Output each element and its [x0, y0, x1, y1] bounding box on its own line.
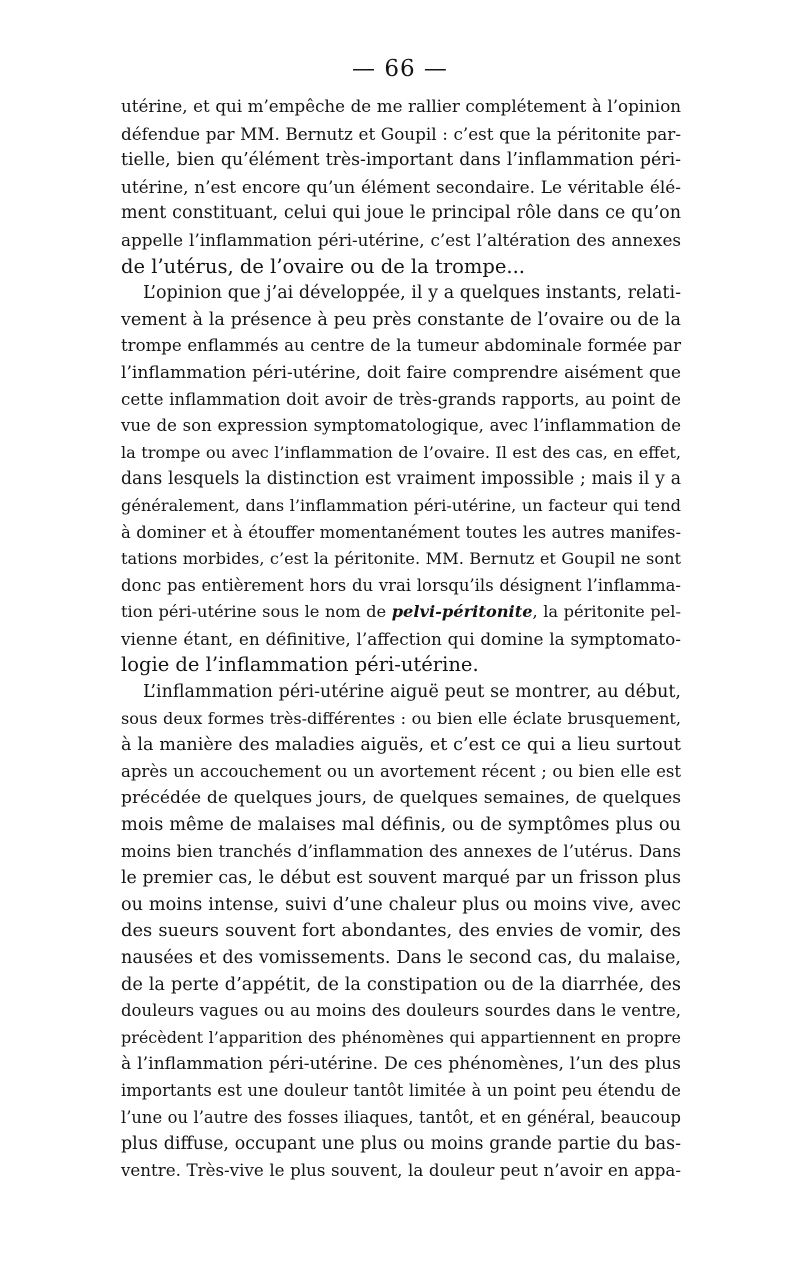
text-line: la trompe ou avec l’inflammation de l’ovaire. Il est des cas, en effet, [121, 442, 681, 462]
text-line: ventre. Très-vive le plus souvent, la douleur peut n’avoir en appa- [121, 1160, 681, 1180]
text-line: douleurs vagues ou au moins des douleurs sourdes dans le ventre, [121, 1001, 681, 1021]
text-line: dans lesquels la distinction est vraiment impossible ; mais il y a [121, 469, 681, 490]
text-line: vienne étant, en définitive, l’affection qui domine la symptomato- [121, 628, 681, 649]
text-line: défendue par MM. Bernutz et Goupil : c’est que la péritonite par- [121, 123, 681, 144]
text-line: nausées et des vomissements. Dans le second cas, du malaise, [121, 948, 681, 968]
text-line: le premier cas, le début est souvent marqué par un frisson plus [121, 868, 681, 889]
text-line: vue de son expression symptomatologique, avec l’inflammation de [121, 416, 681, 436]
text-line: tations morbides, c’est la péritonite. MM. Bernutz et Goupil ne sont [121, 549, 681, 569]
text-line: vement à la présence à peu près constante de l’ovaire ou de la [121, 309, 681, 330]
text-line: précédée de quelques jours, de quelques semaines, de quelques [121, 788, 681, 809]
text-line: plus diffuse, occupant une plus ou moins grande partie du bas- [121, 1134, 681, 1155]
text-line: ment constituant, celui qui joue le principal rôle dans ce qu’on [121, 203, 681, 224]
text-line: appelle l’inflammation péri-utérine, c’est l’altération des annexes [121, 229, 681, 250]
text-line: de la perte d’appétit, de la constipation ou de la diarrhée, des [121, 974, 681, 995]
body-text [121, 94, 681, 1184]
text-line: moins bien tranchés d’inflammation des annexes de l’utérus. Dans [121, 841, 681, 861]
text-line: logie de l’inflammation péri-utérine. [121, 653, 479, 677]
text-segment: tion péri-utérine sous le nom de [121, 602, 392, 622]
text-line: après un accouchement ou un avortement récent ; ou bien elle est [121, 761, 681, 781]
text-line: généralement, dans l’inflammation péri-utérine, un facteur qui tend [121, 495, 681, 515]
text-line: de l’utérus, de l’ovaire ou de la trompe... [121, 254, 525, 278]
text-line: mois même de malaises mal définis, ou de symptômes plus ou [121, 815, 681, 836]
text-line: à l’inflammation péri-utérine. De ces phénomènes, l’un des plus [121, 1054, 681, 1075]
text-line: donc pas entièrement hors du vrai lorsqu’ils désignent l’inflamma- [121, 575, 681, 595]
text-line: des sueurs souvent fort abondantes, des envies de vomir, des [121, 920, 681, 942]
text-line: l’inflammation péri-utérine, doit faire comprendre aisément que [121, 362, 681, 383]
text-segment: , la péritonite pel- [532, 602, 681, 622]
text-line: ou moins intense, suivi d’une chaleur plus ou moins vive, avec [121, 894, 681, 915]
text-line: à dominer et à étouffer momentanément toutes les autres manifes- [121, 522, 681, 542]
paragraph-start-line: L’inflammation péri-utérine aiguë peut se montrer, au début, [143, 682, 681, 703]
emphasized-term: pelvi-péritonite [391, 602, 533, 622]
text-line-with-emphasis [121, 599, 681, 626]
page-number: — 66 — [352, 56, 448, 82]
text-line: importants est une douleur tantôt limitée à un point peu étendu de [121, 1080, 681, 1100]
text-line: l’une ou l’autre des fosses iliaques, tantôt, et en général, beaucoup [121, 1107, 681, 1127]
text-line: à la manière des maladies aiguës, et c’est ce qui a lieu surtout [121, 735, 681, 756]
text-line: trompe enflammés au centre de la tumeur abdominale formée par [121, 336, 681, 356]
text-line: utérine, n’est encore qu’un élément secondaire. Le véritable élé- [121, 176, 681, 197]
text-line: précèdent l’apparition des phénomènes qui appartiennent en propre [121, 1027, 681, 1047]
text-line: sous deux formes très-différentes : ou bien elle éclate brusquement, [121, 708, 681, 728]
paragraph-start-line: L’opinion que j’ai développée, il y a quelques instants, relati- [143, 283, 681, 304]
text-line: utérine, et qui m’empêche de me rallier complétement à l’opinion [121, 97, 681, 116]
text-line: cette inflammation doit avoir de très-grands rapports, au point de [121, 389, 681, 409]
text-line: tielle, bien qu’élément très-important dans l’inflammation péri- [121, 150, 681, 171]
